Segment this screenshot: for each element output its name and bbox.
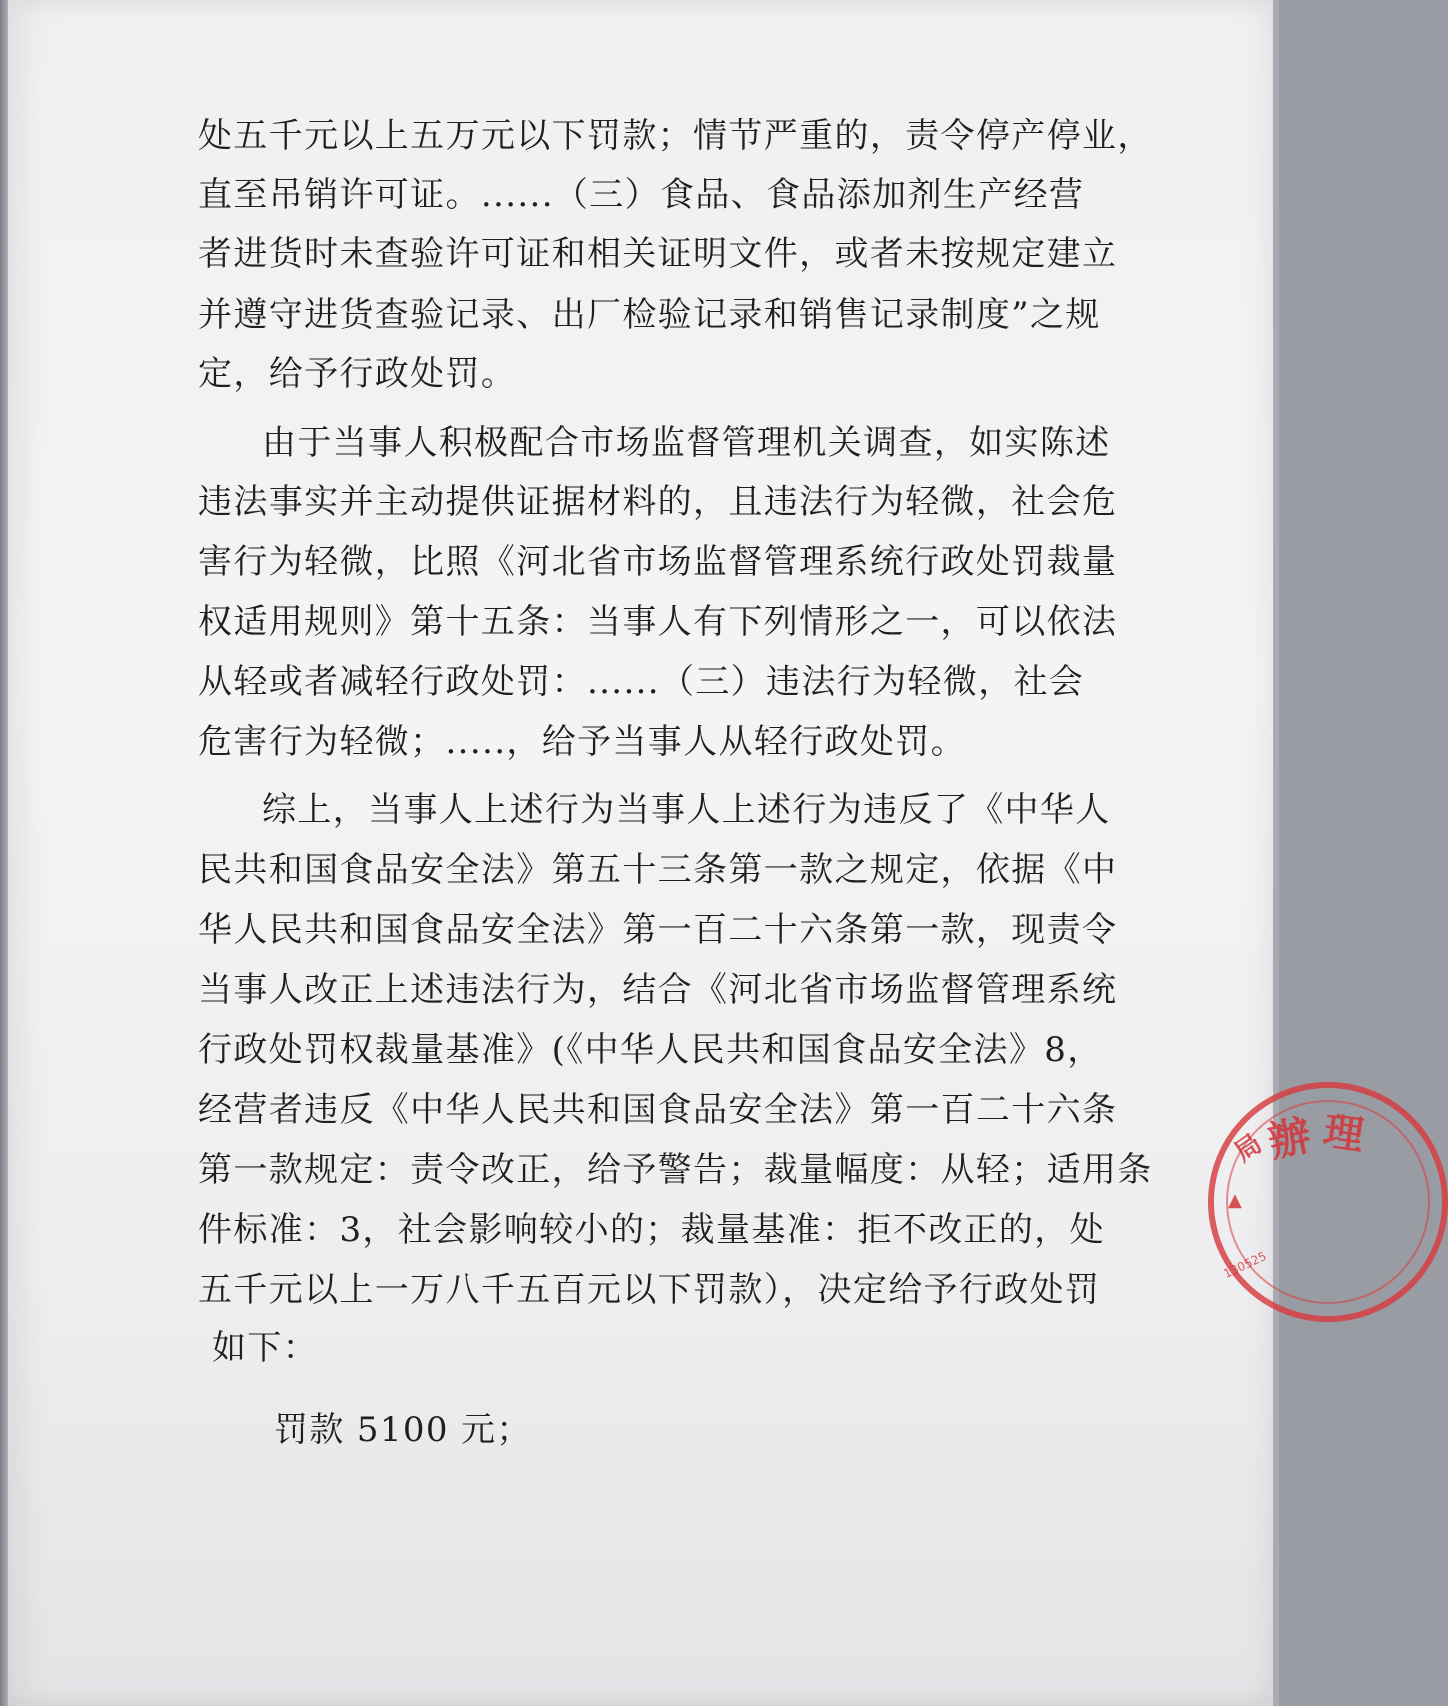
text-line: 当事人改正上述违法行为，结合《河北省市场监督管理系统 <box>198 970 1118 1010</box>
text-line: 件标准：3，社会影响较小的；裁量基准：拒不改正的，处 <box>198 1210 1105 1250</box>
text-line: 从轻或者减轻行政处罚：......（三）违法行为轻微，社会 <box>198 662 1085 702</box>
seal-char: 辦 <box>1263 1110 1316 1167</box>
text-line: 权适用规则》第十五条：当事人有下列情形之一，可以依法 <box>198 602 1118 642</box>
seal-char: 理 <box>1320 1107 1367 1160</box>
text-line: 经营者违反《中华人民共和国食品安全法》第一百二十六条 <box>198 1090 1118 1130</box>
text-line: 者进货时未查验许可证和相关证明文件，或者未按规定建立 <box>198 234 1118 274</box>
text-line: 华人民共和国食品安全法》第一百二十六条第一款，现责令 <box>198 910 1118 950</box>
text-line: 民共和国食品安全法》第五十三条第一款之规定，依据《中 <box>198 850 1118 890</box>
text-line: 综上，当事人上述行为当事人上述行为违反了《中华人 <box>262 790 1111 830</box>
text-line: 罚款 5100 元； <box>274 1410 532 1450</box>
text-line: 直至吊销许可证。......（三）食品、食品添加剂生产经营 <box>198 175 1085 215</box>
text-line: 处五千元以上五万元以下罚款；情节严重的，责令停产停业， <box>198 116 1153 156</box>
text-line: 危害行为轻微；.....，给予当事人从轻行政处罚。 <box>198 722 967 762</box>
seal-number: 130525 <box>1221 1248 1269 1282</box>
text-line: 五千元以上一万八千五百元以下罚款），决定给予行政处罚 <box>198 1270 1101 1310</box>
seal-star: ▲ <box>1228 1190 1242 1211</box>
text-line: 行政处罚权裁量基准》(《中华人民共和国食品安全法》8， <box>198 1030 1103 1070</box>
text-line: 违法事实并主动提供证据材料的，且违法行为轻微，社会危 <box>198 482 1118 522</box>
text-line: 定，给予行政处罚。 <box>198 354 517 394</box>
seal-char: 局 <box>1229 1128 1268 1169</box>
text-line: 由于当事人积极配合市场监督管理机关调查，如实陈述 <box>262 423 1111 463</box>
text-line: 并遵守进货查验记录、出厂检验记录和销售记录制度”之规 <box>198 295 1101 335</box>
document-page <box>8 0 1367 1706</box>
text-line: 第一款规定：责令改正，给予警告；裁量幅度：从轻；适用条 <box>198 1150 1153 1190</box>
text-line: 害行为轻微，比照《河北省市场监督管理系统行政处罚裁量 <box>198 542 1118 582</box>
text-line: 如下： <box>212 1328 319 1368</box>
official-seal <box>1208 1082 1448 1322</box>
